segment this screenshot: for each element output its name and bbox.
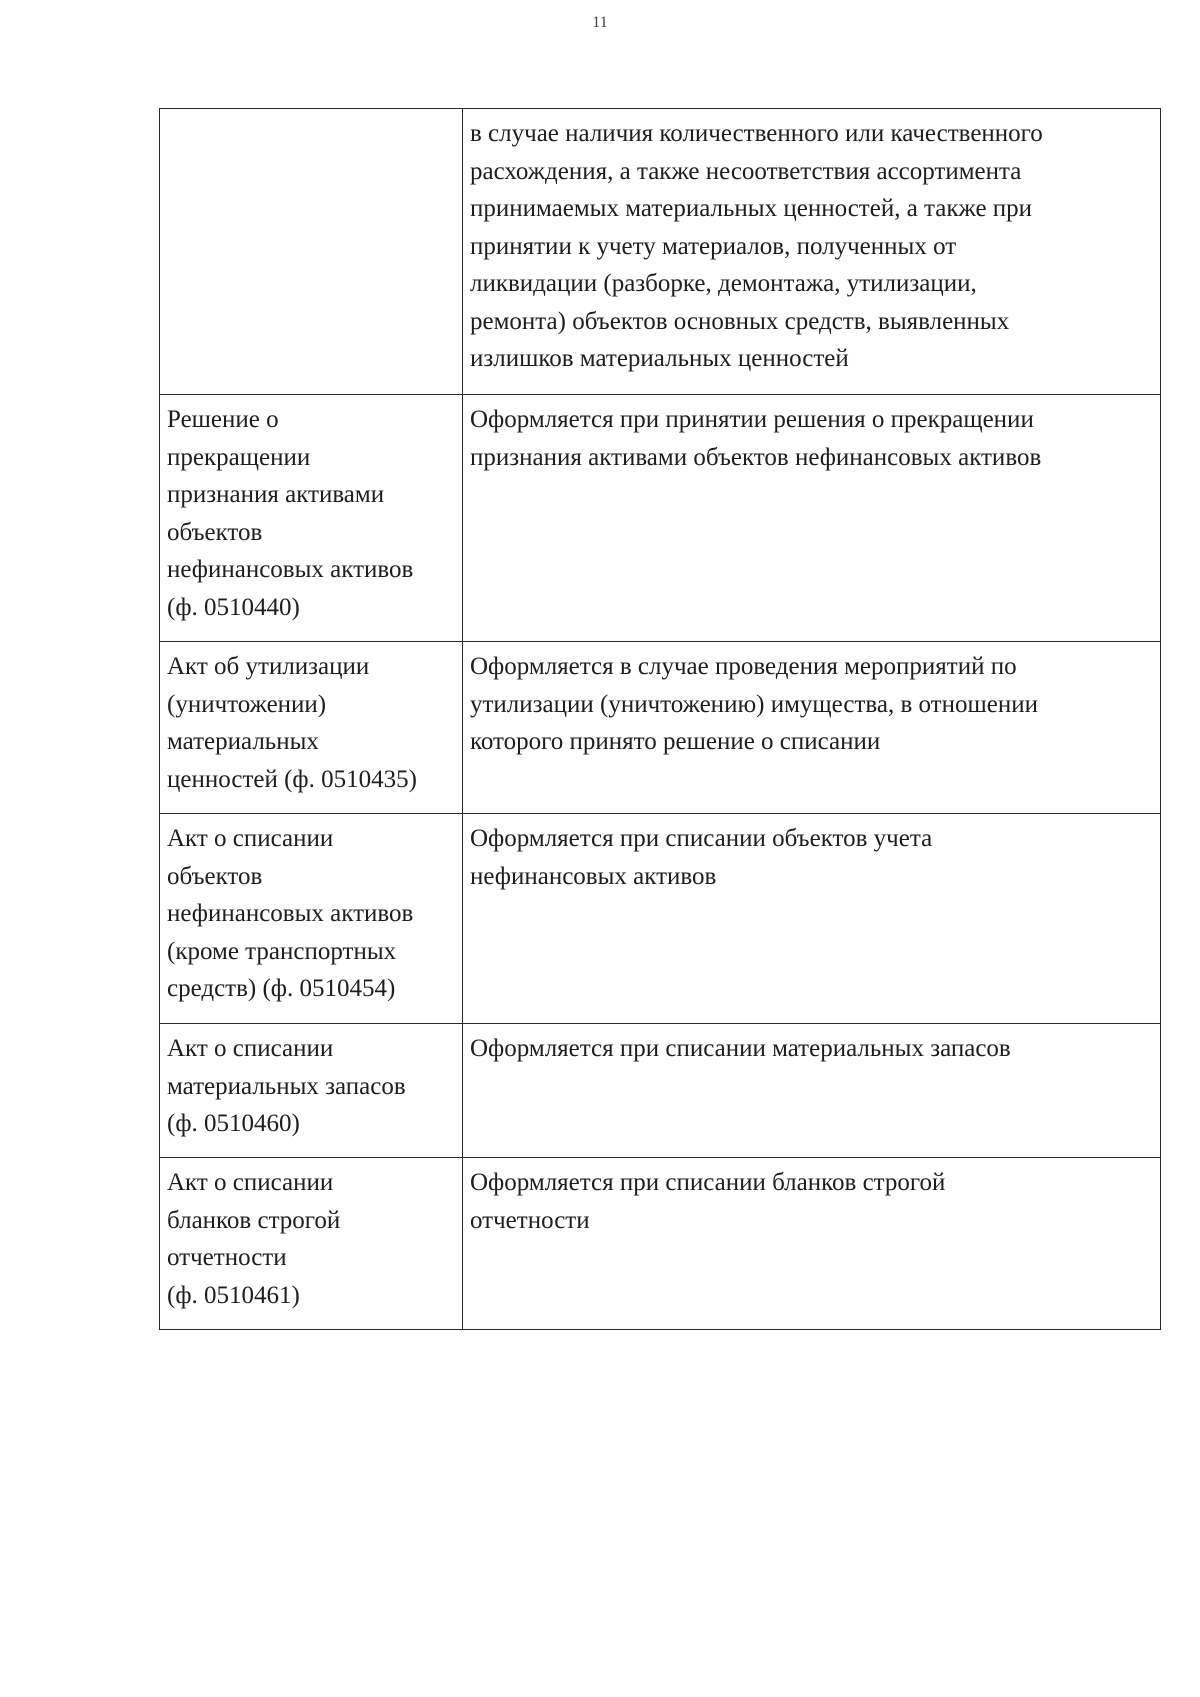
document-description-line: ремонта) объектов основных средств, выявленных — [470, 307, 1010, 335]
document-description-line: Оформляется при списании бланков строгой — [470, 1169, 946, 1196]
document-description-line: излишков материальных ценностей — [470, 345, 849, 372]
document-description-line: утилизации (уничтожению) имущества, в отношении — [470, 690, 1038, 718]
document-name-line: материальных — [167, 728, 319, 755]
document-name-line: Акт о списании — [167, 1169, 334, 1196]
document-name-line: отчетности — [167, 1244, 287, 1271]
document-description-line: которого принято решение о списании — [470, 728, 881, 755]
document-name-cell — [160, 1024, 463, 1158]
table-row — [160, 814, 1161, 1024]
document-name-line: (ф. 0510461) — [167, 1281, 300, 1309]
document-name-line: (уничтожении) — [167, 690, 327, 718]
document-description-line: принятии к учету материалов, полученных от — [470, 232, 957, 260]
table-row — [160, 1158, 1161, 1330]
document-description-line: в случае наличия количественного или качественного — [470, 120, 1043, 147]
document-description-line: принимаемых материальных ценностей, а также при — [470, 195, 1033, 222]
document-description-cell — [463, 1158, 1161, 1330]
document-name-line: объектов — [167, 862, 263, 890]
document-name-line: (ф. 0510460) — [167, 1110, 300, 1137]
document-description-line: нефинансовых активов — [470, 862, 717, 890]
document-name-line: Акт о списании — [167, 825, 334, 852]
document-name-line: (кроме транспортных — [167, 937, 397, 965]
document-forms-table — [159, 108, 1161, 1330]
document-name-line: прекращении — [167, 443, 311, 471]
table-row — [160, 395, 1161, 642]
document-description-line: расхождения, а также несоответствия ассортимента — [470, 157, 1022, 185]
table-row — [160, 642, 1161, 814]
document-name-line: нефинансовых активов — [167, 900, 414, 927]
document-description-line: Оформляется в случае проведения мероприятий по — [470, 653, 1017, 680]
document-name-cell — [160, 395, 463, 642]
document-description-cell — [463, 109, 1161, 395]
document-name-line: бланков строгой — [167, 1206, 341, 1234]
document-description-line: признания активами объектов нефинансовых активов — [470, 443, 1042, 471]
document-description-line: Оформляется при принятии решения о прекращении — [470, 406, 1034, 433]
document-name-line: признания активами — [167, 481, 385, 508]
document-name-cell — [160, 642, 463, 814]
document-name-line: Акт об утилизации — [167, 653, 370, 680]
document-description-line: ликвидации (разборке, демонтажа, утилизации, — [470, 270, 977, 297]
document-description-cell — [463, 642, 1161, 814]
document-name-line: средств) (ф. 0510454) — [167, 975, 396, 1002]
document-name-line: ценностей (ф. 0510435) — [167, 765, 417, 793]
document-name-line: объектов — [167, 518, 263, 546]
table-row — [160, 109, 1161, 395]
table-row — [160, 1024, 1161, 1158]
document-description-cell — [463, 395, 1161, 642]
table-body — [160, 109, 1161, 1330]
page-number: 11 — [592, 14, 608, 31]
document-name-cell — [160, 1158, 463, 1330]
document-description-cell — [463, 1024, 1161, 1158]
document-name-line: Акт о списании — [167, 1035, 334, 1062]
document-name-cell — [160, 814, 463, 1024]
document-name-cell — [160, 109, 463, 395]
document-description-cell — [463, 814, 1161, 1024]
document-description-line: отчетности — [470, 1206, 590, 1234]
document-description-line: Оформляется при списании материальных запасов — [470, 1035, 1011, 1062]
document-description-line: Оформляется при списании объектов учета — [470, 825, 933, 852]
document-name-line: Решение о — [167, 406, 279, 433]
document-name-line: нефинансовых активов — [167, 556, 414, 583]
document-name-line: (ф. 0510440) — [167, 593, 300, 621]
document-name-line: материальных запасов — [167, 1072, 406, 1100]
